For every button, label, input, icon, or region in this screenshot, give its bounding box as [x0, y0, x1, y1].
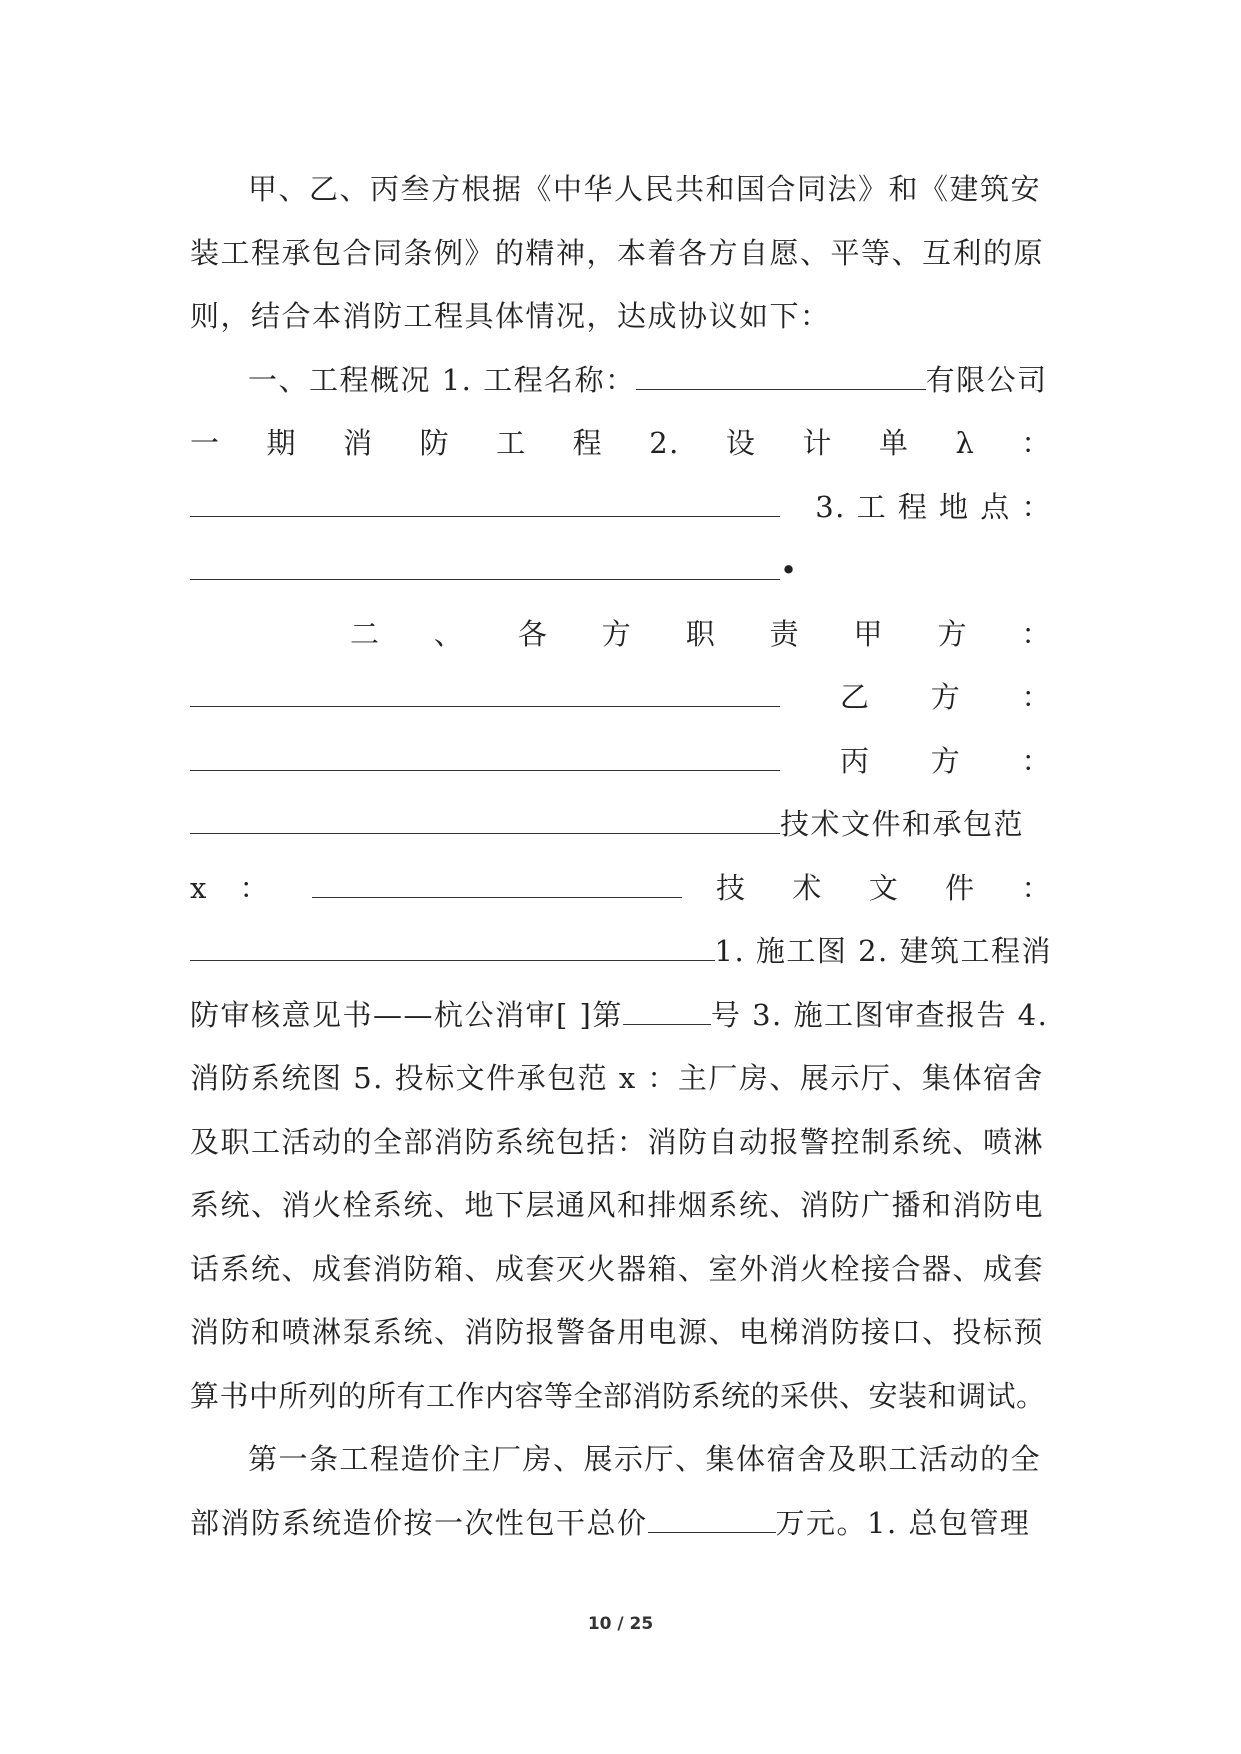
paragraph-line	[190, 1238, 1052, 1302]
paragraph-line	[190, 857, 1052, 921]
spread-word: 2.	[649, 426, 680, 460]
spread-word: ：	[1021, 680, 1052, 714]
paragraph-line	[190, 1301, 1052, 1365]
spread-word: 设	[725, 426, 757, 460]
text-line: 号 3. 施工图审查报告 4.	[710, 997, 1049, 1032]
spread-word: 各	[517, 616, 549, 651]
spread-word: 方	[930, 680, 962, 714]
text-line: 一、工程概况 1. 工程名称：	[248, 362, 636, 397]
paragraph-line	[190, 349, 1052, 413]
text-line: 防审核意见书——杭公消审[ ]第	[190, 997, 623, 1032]
spread-word: 件	[945, 870, 976, 905]
fill-blank	[190, 482, 780, 517]
spread-word: 文	[868, 870, 900, 905]
paragraph-line	[190, 1428, 1052, 1492]
spread-word: 术	[792, 870, 823, 905]
spread-word: 单	[878, 426, 910, 460]
text-line: 甲、乙、丙叁方根据《中华人民共和国合同法》和《建筑安	[248, 172, 1042, 206]
paragraph-line	[190, 1047, 1052, 1111]
spread-word: 职	[685, 616, 717, 651]
paragraph-line	[190, 476, 1052, 540]
fill-blank	[648, 1498, 776, 1533]
spread-word: 计	[802, 426, 833, 460]
spread-word: 乙	[840, 680, 871, 714]
spread-word: 防	[419, 426, 451, 460]
text-line: 技术文件和承包范	[780, 807, 1025, 841]
text-line: 3. 工 程 地 点 ：	[815, 489, 1052, 524]
paragraph-line	[190, 730, 1052, 794]
spread-word: 程	[572, 426, 604, 460]
paragraph-line	[190, 793, 1052, 857]
spread-word: 甲	[853, 616, 885, 651]
spread-word: 二	[350, 616, 381, 651]
bullet-mark: •	[780, 553, 799, 587]
text-line: 及职工活动的全部消防系统包括：消防自动报警控制系统、喷淋	[190, 1124, 1045, 1159]
spread-word: 、	[433, 616, 465, 651]
spread-word: 方	[930, 743, 962, 778]
text-line: 则，结合本消防工程具体情况，达成协议如下：	[190, 299, 831, 333]
paragraph-line	[190, 1492, 1052, 1556]
text-line: 部消防系统造价按一次性包干总价	[190, 1505, 648, 1540]
spread-word: 责	[769, 616, 801, 651]
fill-blank	[190, 736, 780, 771]
spread-word: 方	[601, 616, 633, 651]
spread-word: x	[190, 870, 208, 905]
spread-line	[190, 603, 1052, 667]
paragraph-line	[190, 1111, 1052, 1175]
fill-blank	[636, 355, 926, 390]
spread-word: ：	[1021, 743, 1052, 778]
fill-blank	[312, 863, 682, 898]
text-line: 消防和喷淋泵系统、消防报警备用电源、电梯消防接口、投标预	[190, 1315, 1045, 1349]
text-line: 万元。1. 总包管理	[775, 1505, 1031, 1540]
text-line: 算书中所列的所有工作内容等全部消防系统的采供、安装和调试。	[190, 1378, 1046, 1413]
spread-word: 丙	[840, 743, 871, 778]
paragraph-line	[190, 539, 1052, 603]
spread-word: ：	[1021, 426, 1052, 460]
spread-word: 消	[343, 426, 374, 460]
spread-word: 技	[716, 870, 747, 905]
paragraph-line	[190, 920, 1052, 984]
fill-blank	[190, 799, 780, 834]
spread-word: 期	[266, 426, 298, 460]
paragraph-line	[190, 1365, 1052, 1429]
fill-blank	[190, 926, 715, 961]
paragraph-line	[190, 222, 1052, 286]
fill-blank	[190, 672, 780, 707]
paragraph-line	[190, 158, 1052, 222]
paragraph-line	[190, 984, 1052, 1048]
spread-word: ：	[1021, 870, 1052, 905]
paragraph-line	[190, 285, 1052, 349]
text-line: 有限公司	[925, 362, 1048, 397]
spread-word: 方	[937, 616, 968, 651]
fill-blank	[190, 545, 780, 580]
spread-line	[190, 412, 1052, 476]
text-line: 1. 施工图 2. 建筑工程消	[714, 934, 1052, 968]
text-line: 系统、消火栓系统、地下层通风和排烟系统、消防广播和消防电	[190, 1188, 1045, 1222]
text-line: 第一条工程造价主厂房、展示厅、集体宿舍及职工活动的全	[248, 1442, 1042, 1476]
text-line: 装工程承包合同条例》的精神，本着各方自愿、平等、互利的原	[190, 235, 1045, 270]
text-line: 消防系统图 5. 投标文件承包范 x ：主厂房、展示厅、集体宿舍	[190, 1061, 1044, 1095]
paragraph-line	[190, 666, 1052, 730]
spread-word: λ	[955, 426, 976, 460]
spread-word: ：	[1021, 616, 1052, 651]
spread-word: 工	[496, 426, 527, 460]
spread-word: ：	[239, 870, 270, 905]
fill-blank	[623, 990, 711, 1025]
page-number: 10 / 25	[587, 1614, 654, 1634]
spread-word: 一	[190, 426, 221, 460]
document-body	[190, 158, 1052, 1555]
text-line: 话系统、成套消防箱、成套灭火器箱、室外消火栓接合器、成套	[190, 1251, 1045, 1286]
paragraph-line	[190, 1174, 1052, 1238]
